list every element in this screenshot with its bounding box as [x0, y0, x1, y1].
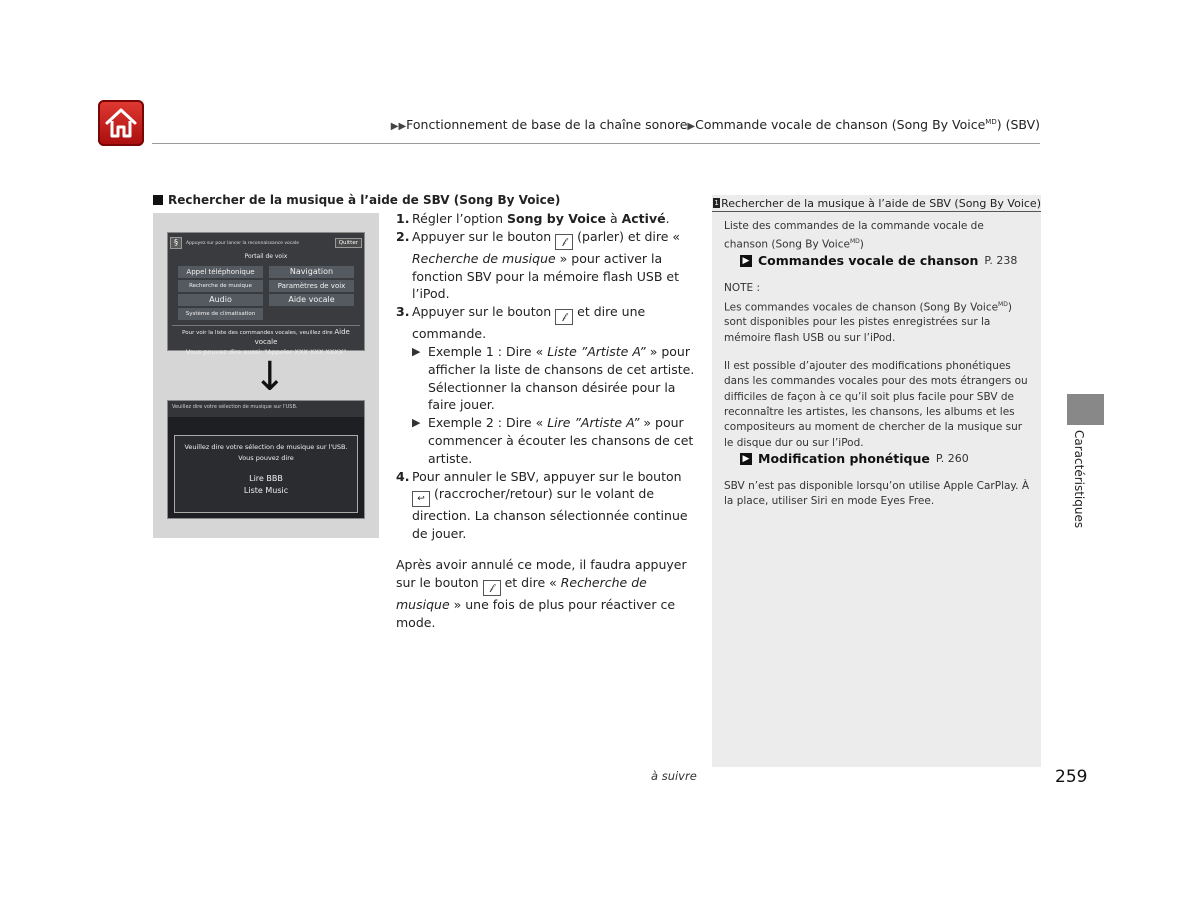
screen1-footer — [172, 325, 360, 356]
talk-button-icon: 𝒻 — [555, 309, 573, 325]
voice-portal-menu — [178, 266, 354, 320]
talk-button-icon: 𝒻 — [483, 580, 501, 596]
home-icon — [104, 107, 138, 139]
main-instructions — [396, 210, 696, 631]
reactivate-paragraph: Après avoir annulé ce mode, il faudra appuyer sur le bouton 𝒻 et dire « Recherche de musique » une fois de plus pour réactiver ce mode. — [396, 556, 687, 630]
menu-item-audio: Audio — [178, 294, 263, 306]
notes-body — [724, 219, 1031, 510]
home-button[interactable] — [98, 100, 144, 146]
screen1-hint: Appuyez sur pour lancer la reconnaissance vocale — [186, 240, 300, 246]
notes-paragraph-3: Il est possible d’ajouter des modifications phonétiques dans les commandes vocales pour des mots étrangers ou difficiles de façon à ce qu’il soit plus facile pour SBV de reconnaître les artistes, les chansons, les albums et les compositeurs au moment de chercher de la musique sur le disque dur ou sur l’iPod. — [724, 360, 1028, 449]
example-text: Exemple 2 : Dire « Lire ”Artiste A” » pour commencer à écouter les chansons de cet artiste. — [428, 415, 694, 466]
menu-item-climate: Système de climatisation — [178, 308, 263, 320]
screen2-line3: Lire BBB — [249, 474, 283, 483]
header-rule — [152, 143, 1040, 144]
section-title-text: Rechercher de la musique à l’aide de SBV (Song By Voice) — [168, 193, 561, 207]
screen1-title: Portail de voix — [244, 253, 288, 260]
breadcrumb-arrow-icon: ▶▶ — [390, 121, 407, 132]
breadcrumb-sup: MD — [985, 117, 997, 126]
step-number: 2. — [396, 228, 410, 244]
step-text: Pour annuler le SBV, appuyer sur le bouton ↩ (raccrocher/retour) sur le volant de direction. La chanson sélectionnée continue de jouer. — [412, 468, 688, 542]
menu-item-navigation: Navigation — [269, 266, 354, 278]
down-arrow-icon: ↓ — [253, 354, 287, 400]
chapter-tab[interactable] — [1067, 394, 1104, 425]
screen2-line4: Liste Music — [243, 486, 289, 495]
step-4 — [396, 468, 696, 543]
screen1-foot-line1a: Pour voir la liste des commandes vocales, veuillez dire — [182, 330, 335, 336]
triangle-bullet-icon: ▶ — [412, 344, 421, 358]
cross-reference-icon: ▶ — [740, 255, 752, 267]
section-title — [153, 193, 560, 207]
screen-illustration — [153, 213, 379, 538]
step-1 — [396, 210, 696, 228]
music-selection-screen — [167, 400, 365, 519]
menu-item-voice-help: Aide vocale — [269, 294, 354, 306]
step-2 — [396, 228, 696, 303]
notes-paragraph-1: Liste des commandes de la commande vocale de chanson (Song By Voice$^{MD}$) — [724, 220, 984, 251]
cross-reference-icon: ▶ — [740, 453, 752, 465]
screen2-top-text: Veuillez dire votre sélection de musique sur l'USB. — [172, 404, 298, 410]
example-text: Exemple 1 : Dire « Liste ”Artiste A” » pour afficher la liste de chansons de cet artiste. Sélectionner la chanson désirée pour la faire jouer. — [428, 343, 695, 413]
screen1-foot-line2: Vous pouvez dire aussi: "Appeler XXX XXX XXXX" — [185, 348, 347, 356]
step-text: Appuyer sur le bouton 𝒻 et dire une commande. — [412, 304, 646, 342]
ref-link-voice-commands[interactable]: ▶ Commandes vocale de chanson P. 238 — [740, 253, 1031, 268]
step-number: 1. — [396, 211, 410, 226]
breadcrumb-part2[interactable]: Commande vocale de chanson (Song By Voice — [695, 117, 986, 132]
page-number: 259 — [1055, 767, 1088, 787]
screen2-dialog — [174, 435, 358, 513]
breadcrumb — [391, 117, 1040, 132]
notes-paragraph-4: SBV n’est pas disponible lorsqu’on utilise Apple CarPlay. À la place, utiliser Siri en mode Eyes Free. — [724, 480, 1030, 508]
step-3 — [396, 303, 696, 343]
breadcrumb-part1[interactable]: Fonctionnement de base de la chaîne sonore — [406, 117, 688, 132]
step-number: 4. — [396, 468, 410, 484]
notes-paragraph-2: Les commandes vocales de chanson (Song By Voice$^{MD}$) sont disponibles pour les pistes enregistrées sur la mémoire flash USB ou sur l’iPod. — [724, 300, 1012, 344]
hang-up-button-icon: ↩ — [412, 491, 430, 507]
example-1 — [412, 343, 696, 414]
example-2 — [412, 414, 696, 467]
voice-portal-screen — [167, 232, 365, 356]
breadcrumb-arrow-icon: ▶ — [687, 121, 696, 132]
notes-header: 1 Rechercher de la musique à l’aide de SBV (Song By Voice) — [712, 195, 1041, 212]
step-text: Appuyer sur le bouton 𝒻 (parler) et dire « Recherche de musique » pour activer la fonction SBV pour la mémoire flash USB et l’iPod. — [412, 228, 681, 302]
quit-button: Quitter — [335, 238, 362, 248]
section-square-icon — [153, 195, 163, 205]
talk-button-icon: 𝒻 — [555, 234, 573, 250]
notes-panel — [712, 195, 1041, 767]
continue-text: à suivre — [651, 769, 697, 783]
chapter-label: Caractéristiques — [1072, 430, 1086, 529]
menu-item-phone: Appel téléphonique — [178, 266, 263, 278]
note-marker-icon: 1 — [714, 199, 719, 207]
step-number: 3. — [396, 304, 410, 320]
screen1-topbar — [170, 236, 362, 250]
menu-item-music-search: Recherche de musique — [178, 280, 263, 292]
ref-link-phonetic[interactable]: ▶ Modification phonétique P. 260 — [740, 451, 1031, 466]
note-label: NOTE : — [724, 282, 761, 295]
talk-icon: § — [170, 237, 182, 249]
step-text: Régler l’option Song by Voice à Activé. — [412, 211, 670, 226]
screen1-foot-line1b: Aide vocale — [254, 328, 350, 346]
screen2-line1: Veuillez dire votre sélection de musique sur l'USB. — [184, 443, 348, 451]
menu-item-voice-settings: Paramètres de voix — [269, 280, 354, 292]
triangle-bullet-icon: ▶ — [412, 416, 421, 430]
breadcrumb-tail: ) (SBV) — [996, 117, 1040, 132]
screen2-line2: Vous pouvez dire — [238, 454, 294, 462]
